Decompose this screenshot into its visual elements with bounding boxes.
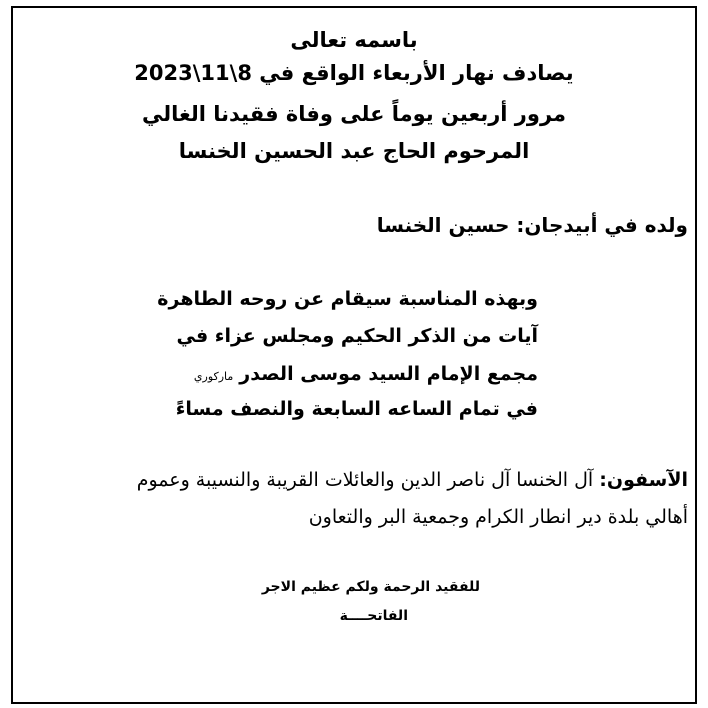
mourners-text-1: آل الخنسا آل ناصر الدين والعائلات القريبة والنسيبة وعموم (136, 469, 600, 491)
son-line: ولده في أبيدجان: حسين الخنسا (376, 213, 688, 237)
mourners-line-1 (48, 471, 688, 490)
occasion-line-2: آيات من الذكر الحكيم ومجلس عزاء في (176, 325, 538, 347)
closing-line-2: الفاتحــــة (339, 608, 408, 624)
venue-note: ماركوري (193, 370, 234, 383)
deceased-name-line: المرحوم الحاج عبد الحسين الخنسا (178, 139, 530, 163)
mourners-label: الآسفون: (599, 469, 688, 491)
date-line: يصادف نهار الأربعاء الواقع في 8\11\2023 (134, 61, 574, 85)
document-title: باسمه تعالى (290, 28, 418, 52)
closing-line-1: للفقيد الرحمة ولكم عظيم الاجر (261, 579, 480, 595)
forty-days-line: مرور أربعين يوماً على وفاة فقيدنا الغالي (141, 102, 567, 126)
mourners-line-2: أهالي بلدة دير انطار الكرام وجمعية البر والتعاون (308, 506, 688, 528)
venue-name: مجمع الإمام السيد موسى الصدر (239, 363, 538, 385)
occasion-line-1: وبهذه المناسبة سيقام عن روحه الطاهرة (157, 288, 538, 310)
occasion-line-3 (158, 365, 538, 384)
occasion-line-4: في تمام الساعه السابعة والنصف مساءً (175, 398, 538, 420)
